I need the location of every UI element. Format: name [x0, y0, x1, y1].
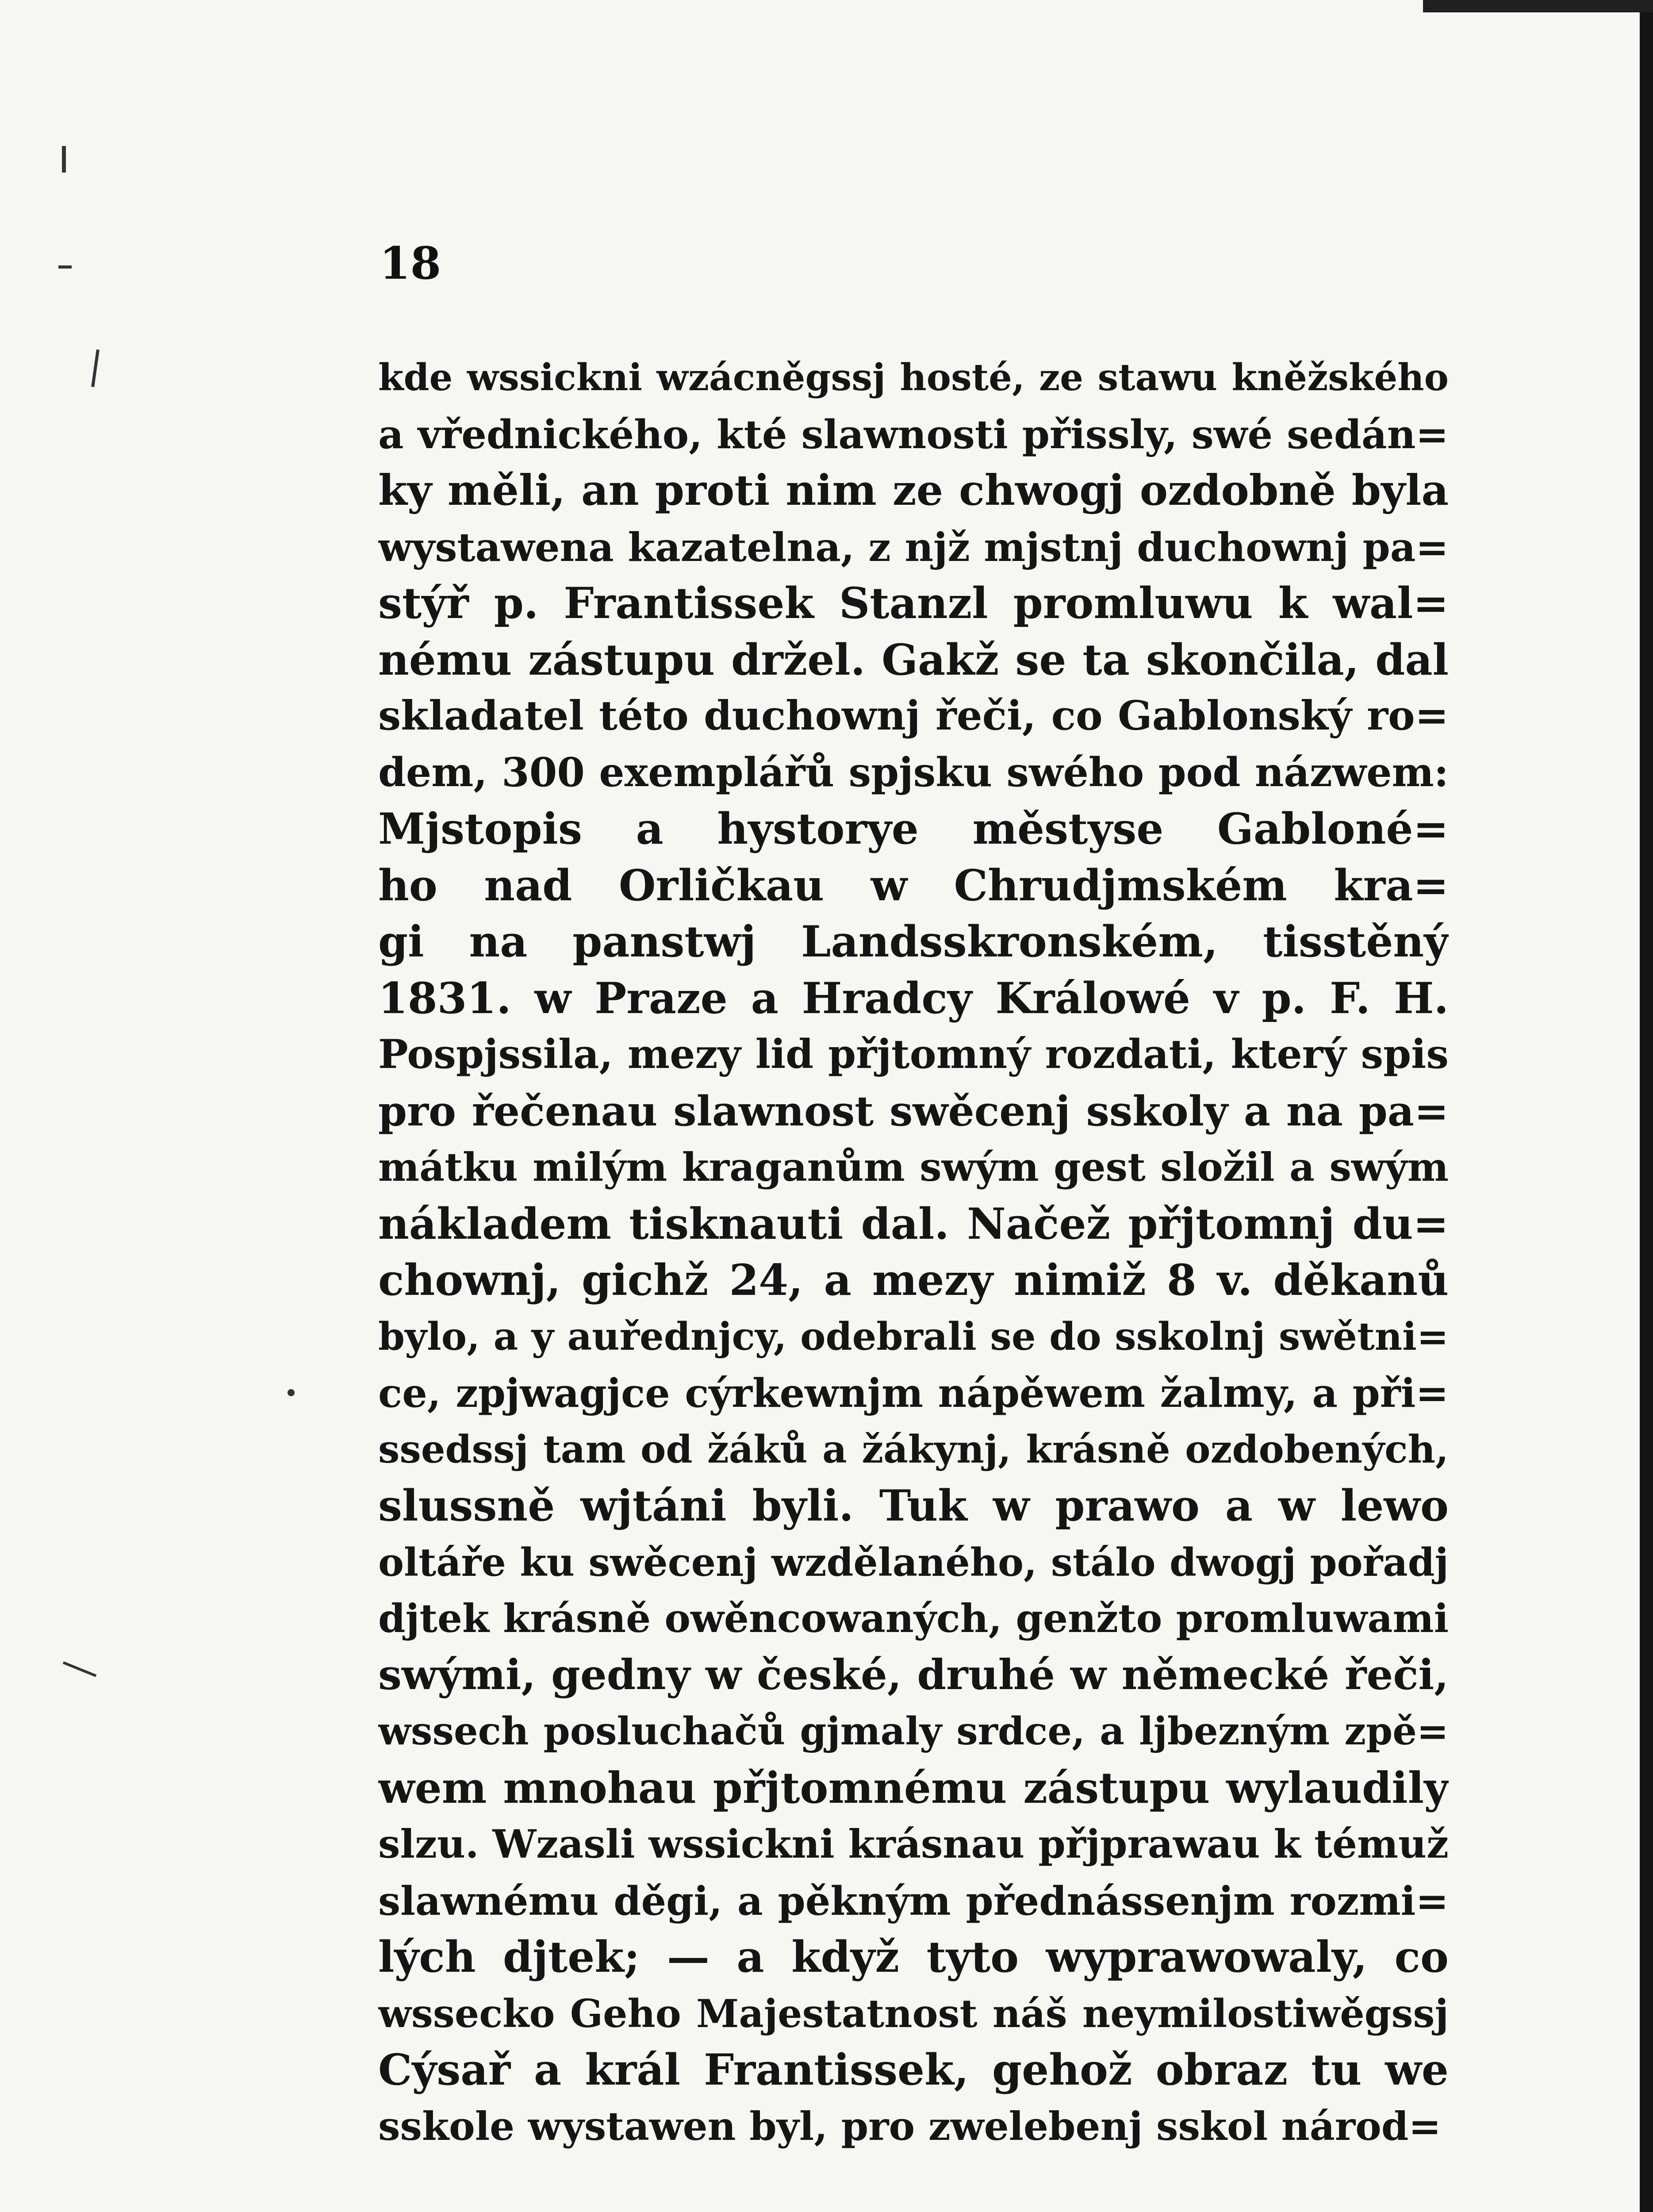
text-line: kde wssickni wzácněgssj hosté, ze stawu kněžského: [378, 356, 1449, 399]
text-line: mátku milým kraganům swým gest složil a swým: [378, 1144, 1449, 1190]
text-line: Cýsař a král Frantissek, gehož obraz tu we: [378, 2045, 1449, 2095]
text-line: bylo, a y auřednjcy, odebrali se do sskolnj swětni=: [378, 1314, 1449, 1359]
text-line: nému zástupu držel. Gakž se ta skončila, dal: [378, 634, 1449, 685]
text-line: slawnému děgi, a pěkným přednássenjm rozmi=: [378, 1877, 1449, 1924]
margin-speck: [63, 1661, 96, 1677]
margin-speck: [62, 146, 66, 173]
text-line: nákladem tisknauti dal. Načež přjtomnj du=: [378, 1198, 1449, 1249]
text-line: slussně wjtáni byli. Tuk w prawo a w lewo: [378, 1481, 1449, 1531]
text-line: swými, gedny w české, druhé w německé řeči,: [378, 1650, 1449, 1699]
body-text: [378, 349, 1449, 2154]
text-line: djtek krásně owěncowaných, genžto promluwami: [378, 1595, 1449, 1641]
text-line: gi na panstwj Landsskronském, tisstěný: [378, 917, 1449, 967]
text-line: skladatel této duchownj řeči, co Gablonský ro=: [378, 692, 1449, 739]
text-line: oltáře ku swěcenj wzdělaného, stálo dwogj pořadj: [378, 1539, 1449, 1585]
text-line: chownj, gichž 24, a mezy nimiž 8 v. děkanů: [378, 1255, 1449, 1305]
page-edge-shadow: [1640, 0, 1653, 2212]
text-line: wssech posluchačů gjmaly srdce, a ljbezným zpě=: [378, 1709, 1449, 1754]
text-line: wystawena kazatelna, z njž mjstnj duchownj pa=: [378, 523, 1449, 570]
page-corner-shadow: [1423, 0, 1653, 12]
text-line: lých djtek; — a když tyto wyprawowaly, co: [378, 1932, 1449, 1982]
margin-speck: [91, 349, 100, 387]
text-line: a vřednického, kté slawnosti přissly, swé sedán=: [378, 411, 1449, 457]
text-line: Pospjssila, mezy lid přjtomný rozdati, který spis: [378, 1031, 1449, 1078]
text-line: ssedssj tam od žáků a žákynj, krásně ozdobených,: [378, 1427, 1449, 1472]
text-line: stýř p. Frantissek Stanzl promluwu k wal=: [378, 578, 1449, 628]
text-line: ky měli, an proti nim ze chwogj ozdobně byla: [378, 466, 1449, 515]
text-line: dem, 300 exemplářů spjsku swého pod názwem:: [378, 749, 1449, 796]
text-line: Mjstopis a hystorye městyse Gabloné=: [378, 804, 1449, 854]
margin-speck: [58, 265, 72, 269]
text-line: 1831. w Praze a Hradcy Králowé v p. F. H.: [378, 973, 1449, 1023]
text-line: ho nad Orličkau w Chrudjmském kra=: [378, 860, 1449, 910]
text-line: slzu. Wzasli wssickni krásnau přjprawau k témuž: [378, 1821, 1449, 1867]
text-line: wem mnohau přjtomnému zástupu wylaudily: [378, 1763, 1449, 1813]
text-line: wssecko Geho Majestatnost náš neymilostiwěgssj: [378, 1990, 1449, 2036]
text-line: sskole wystawen byl, pro zwelebenj sskol národ=: [378, 2103, 1442, 2149]
text-line: ce, zpjwagjce cýrkewnjm nápěwem žalmy, a při=: [378, 1370, 1449, 1416]
page-number: 18: [380, 237, 441, 289]
margin-speck: [288, 1389, 295, 1396]
text-line: pro řečenau slawnost swěcenj sskoly a na pa=: [378, 1087, 1449, 1135]
